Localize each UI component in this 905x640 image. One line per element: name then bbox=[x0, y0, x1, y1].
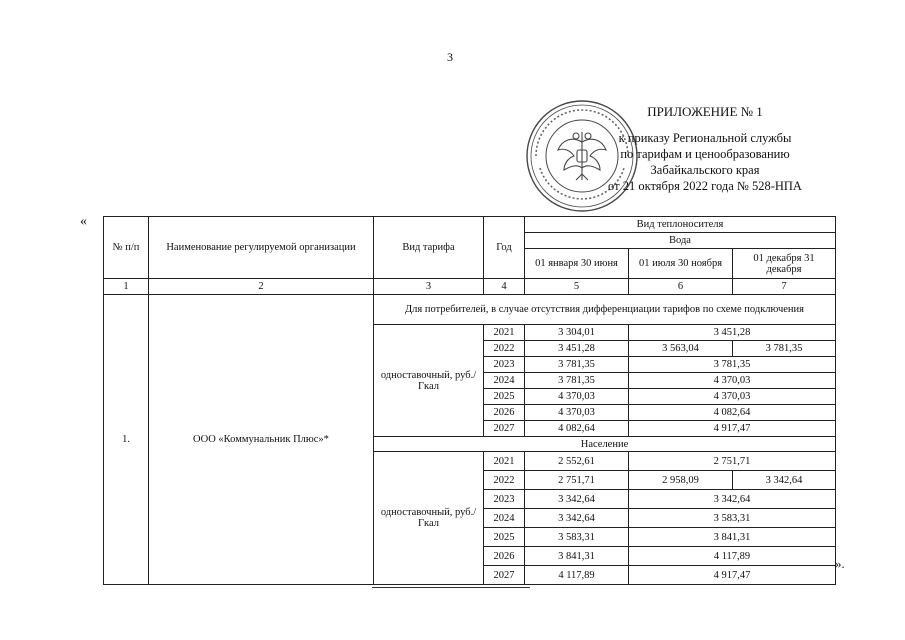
year-cell: 2024 bbox=[484, 373, 525, 389]
value-period-1: 4 370,03 bbox=[525, 389, 629, 405]
page-number: 3 bbox=[447, 50, 453, 64]
appendix-title: ПРИЛОЖЕНИЕ № 1 bbox=[647, 104, 763, 119]
year-cell: 2022 bbox=[484, 341, 525, 357]
value-period-1: 4 117,89 bbox=[525, 566, 629, 585]
appendix-line: по тарифам и ценообразованию bbox=[620, 147, 790, 161]
appendix-header bbox=[560, 104, 850, 194]
year-cell: 2026 bbox=[484, 547, 525, 566]
column-number: 5 bbox=[525, 279, 629, 295]
year-cell: 2026 bbox=[484, 405, 525, 421]
value-period-2: 2 958,09 bbox=[629, 471, 733, 490]
footnote-divider bbox=[372, 587, 530, 588]
value-period-2-3: 4 370,03 bbox=[629, 373, 836, 389]
value-period-1: 2 552,61 bbox=[525, 452, 629, 471]
value-period-1: 3 451,28 bbox=[525, 341, 629, 357]
header-num: № п/п bbox=[104, 217, 149, 279]
value-period-2-3: 4 082,64 bbox=[629, 405, 836, 421]
value-period-1: 3 583,31 bbox=[525, 528, 629, 547]
value-period-2-3: 3 342,64 bbox=[629, 490, 836, 509]
section-title-row bbox=[104, 295, 836, 325]
appendix-line: Забайкальского края bbox=[650, 163, 760, 177]
header-organization: Наименование регулируемой организации bbox=[149, 217, 374, 279]
opening-quote: « bbox=[80, 214, 87, 229]
header-carrier: Вид теплоносителя bbox=[525, 217, 836, 233]
table-header-row bbox=[104, 217, 836, 233]
value-period-1: 4 082,64 bbox=[525, 421, 629, 437]
appendix-line: к приказу Региональной службы bbox=[618, 131, 792, 145]
value-period-2: 3 563,04 bbox=[629, 341, 733, 357]
value-period-2-3: 4 117,89 bbox=[629, 547, 836, 566]
year-cell: 2023 bbox=[484, 357, 525, 373]
row-number: 1. bbox=[104, 295, 149, 585]
value-period-1: 3 781,35 bbox=[525, 357, 629, 373]
value-period-2-3: 3 841,31 bbox=[629, 528, 836, 547]
value-period-2-3: 4 917,47 bbox=[629, 421, 836, 437]
year-cell: 2027 bbox=[484, 421, 525, 437]
year-cell: 2021 bbox=[484, 452, 525, 471]
tariff-type: одноставочный, руб./Гкал bbox=[374, 452, 484, 585]
header-water: Вода bbox=[525, 233, 836, 249]
header-year: Год bbox=[484, 217, 525, 279]
value-period-2-3: 3 583,31 bbox=[629, 509, 836, 528]
year-cell: 2024 bbox=[484, 509, 525, 528]
closing-quote: ». bbox=[835, 556, 845, 571]
appendix-line: от 21 октября 2022 года № 528-НПА bbox=[608, 179, 802, 193]
tariff-table bbox=[103, 216, 836, 585]
value-period-2-3: 3 451,28 bbox=[629, 325, 836, 341]
year-cell: 2021 bbox=[484, 325, 525, 341]
year-cell: 2023 bbox=[484, 490, 525, 509]
year-cell: 2025 bbox=[484, 389, 525, 405]
value-period-1: 3 841,31 bbox=[525, 547, 629, 566]
value-period-3: 3 781,35 bbox=[733, 341, 836, 357]
value-period-1: 3 304,01 bbox=[525, 325, 629, 341]
column-number-row bbox=[104, 279, 836, 295]
tariff-type: одноставочный, руб./Гкал bbox=[374, 325, 484, 437]
value-period-1: 3 342,64 bbox=[525, 490, 629, 509]
column-number: 6 bbox=[629, 279, 733, 295]
organization-name: ООО «Коммунальник Плюс»* bbox=[149, 295, 374, 585]
section-title: Для потребителей, в случае отсутствия дифференциации тарифов по схеме подключения bbox=[374, 295, 836, 325]
column-number: 7 bbox=[733, 279, 836, 295]
value-period-2-3: 2 751,71 bbox=[629, 452, 836, 471]
year-cell: 2027 bbox=[484, 566, 525, 585]
value-period-1: 3 781,35 bbox=[525, 373, 629, 389]
column-number: 3 bbox=[374, 279, 484, 295]
section-title: Население bbox=[374, 437, 836, 452]
header-period-2: 01 июля 30 ноября bbox=[629, 249, 733, 279]
tariff-table-body bbox=[104, 217, 836, 585]
value-period-1: 4 370,03 bbox=[525, 405, 629, 421]
header-tariff-type: Вид тарифа bbox=[374, 217, 484, 279]
column-number: 2 bbox=[149, 279, 374, 295]
value-period-1: 3 342,64 bbox=[525, 509, 629, 528]
header-period-1: 01 января 30 июня bbox=[525, 249, 629, 279]
value-period-2-3: 3 781,35 bbox=[629, 357, 836, 373]
year-cell: 2022 bbox=[484, 471, 525, 490]
value-period-3: 3 342,64 bbox=[733, 471, 836, 490]
value-period-1: 2 751,71 bbox=[525, 471, 629, 490]
column-number: 4 bbox=[484, 279, 525, 295]
header-period-3: 01 декабря 31 декабря bbox=[733, 249, 836, 279]
value-period-2-3: 4 370,03 bbox=[629, 389, 836, 405]
year-cell: 2025 bbox=[484, 528, 525, 547]
column-number: 1 bbox=[104, 279, 149, 295]
value-period-2-3: 4 917,47 bbox=[629, 566, 836, 585]
